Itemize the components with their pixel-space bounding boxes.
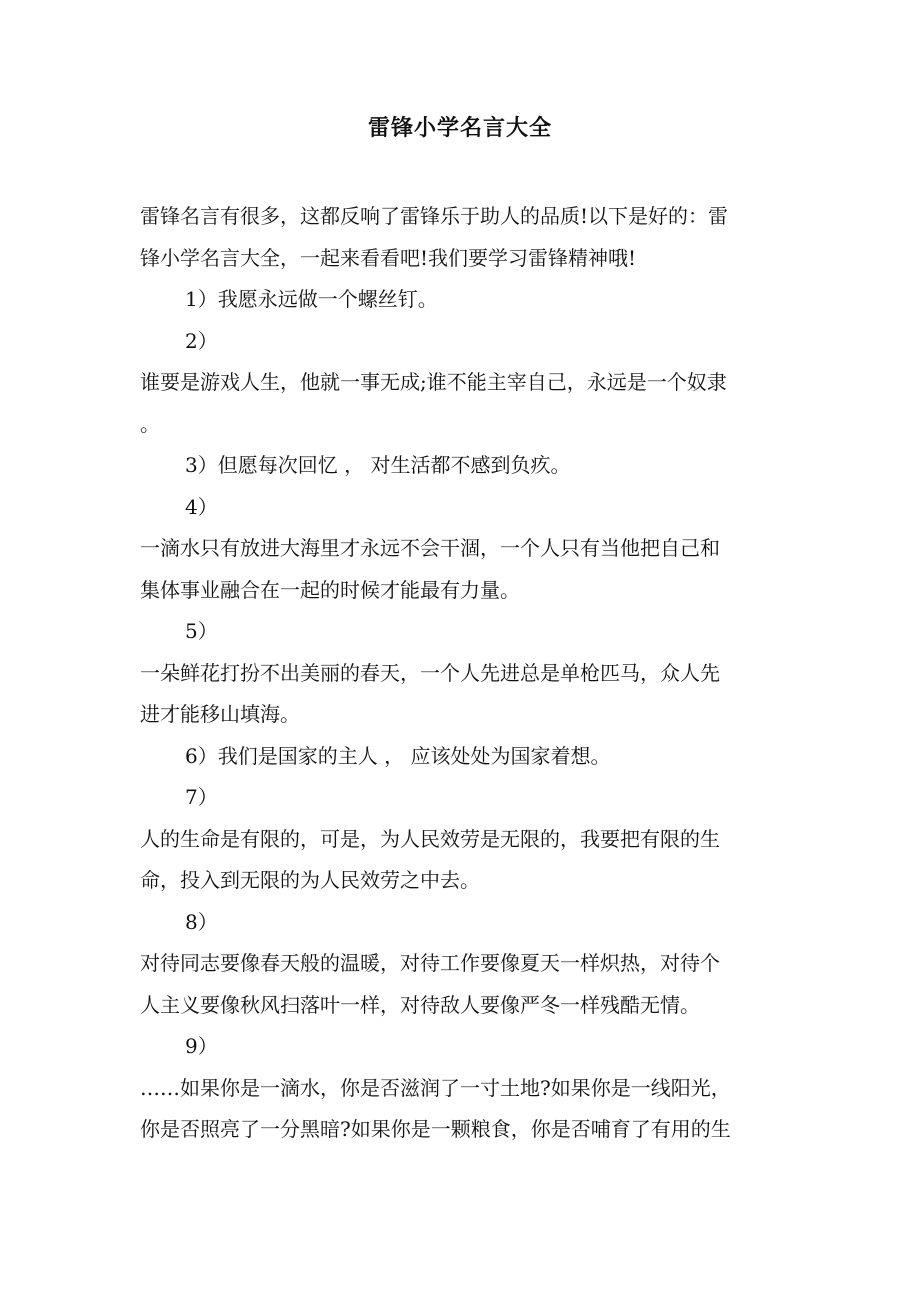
text-line: 一朵鲜花打扮不出美丽的春天，一个人先进总是单枪匹马，众人先 xyxy=(140,660,720,685)
text-line: 命，投入到无限的为人民效劳之中去。 xyxy=(140,868,480,892)
text-line: 对待同志要像春天般的温暖，对待工作要像夏天一样炽热，对待个 xyxy=(140,951,720,975)
text-line: 7） xyxy=(185,785,218,809)
text-line: 1）我愿永远做一个螺丝钉。 xyxy=(185,287,438,311)
text-line: 。 xyxy=(140,411,160,436)
text-line: 2） xyxy=(185,328,218,353)
text-line: 你是否照亮了一分黑暗?如果你是一颗粮食，你是否哺育了有用的生 xyxy=(140,1117,731,1141)
text-line: 雷锋名言有很多，这都反响了雷锋乐于助人的品质!以下是好的：雷 xyxy=(140,204,729,228)
text-line: 人主义要像秋风扫落叶一样，对待敌人要像严冬一样残酷无情。 xyxy=(140,992,700,1017)
text-line: 6）我们是国家的主人 ， 应该处处为国家着想。 xyxy=(185,743,611,768)
text-line: 人的生命是有限的，可是，为人民效劳是无限的，我要把有限的生 xyxy=(140,826,720,851)
text-line: 一滴水只有放进大海里才永远不会干涸，一个人只有当他把自己和 xyxy=(140,536,720,560)
text-line: 3）但愿每次回忆 ， 对生活都不感到负疚。 xyxy=(185,453,571,477)
text-line: 9） xyxy=(185,1034,218,1058)
text-line: 谁要是游戏人生，他就一事无成;谁不能主宰自己，永远是一个奴隶 xyxy=(140,370,727,394)
text-line: 锋小学名言大全，一起来看看吧!我们要学习雷锋精神哦! xyxy=(140,245,637,270)
text-line: 集体事业融合在一起的时候才能最有力量。 xyxy=(140,577,520,602)
document-body xyxy=(140,200,780,1155)
text-line: 进才能移山填海。 xyxy=(140,702,300,726)
text-line: 8） xyxy=(185,909,218,934)
text-line: 5） xyxy=(185,619,218,643)
page-title: 雷锋小学名言大全 xyxy=(367,115,552,141)
text-line: 4） xyxy=(185,494,218,519)
text-line: ……如果你是一滴水，你是否滋润了一寸土地?如果你是一线阳光， xyxy=(140,1075,731,1100)
